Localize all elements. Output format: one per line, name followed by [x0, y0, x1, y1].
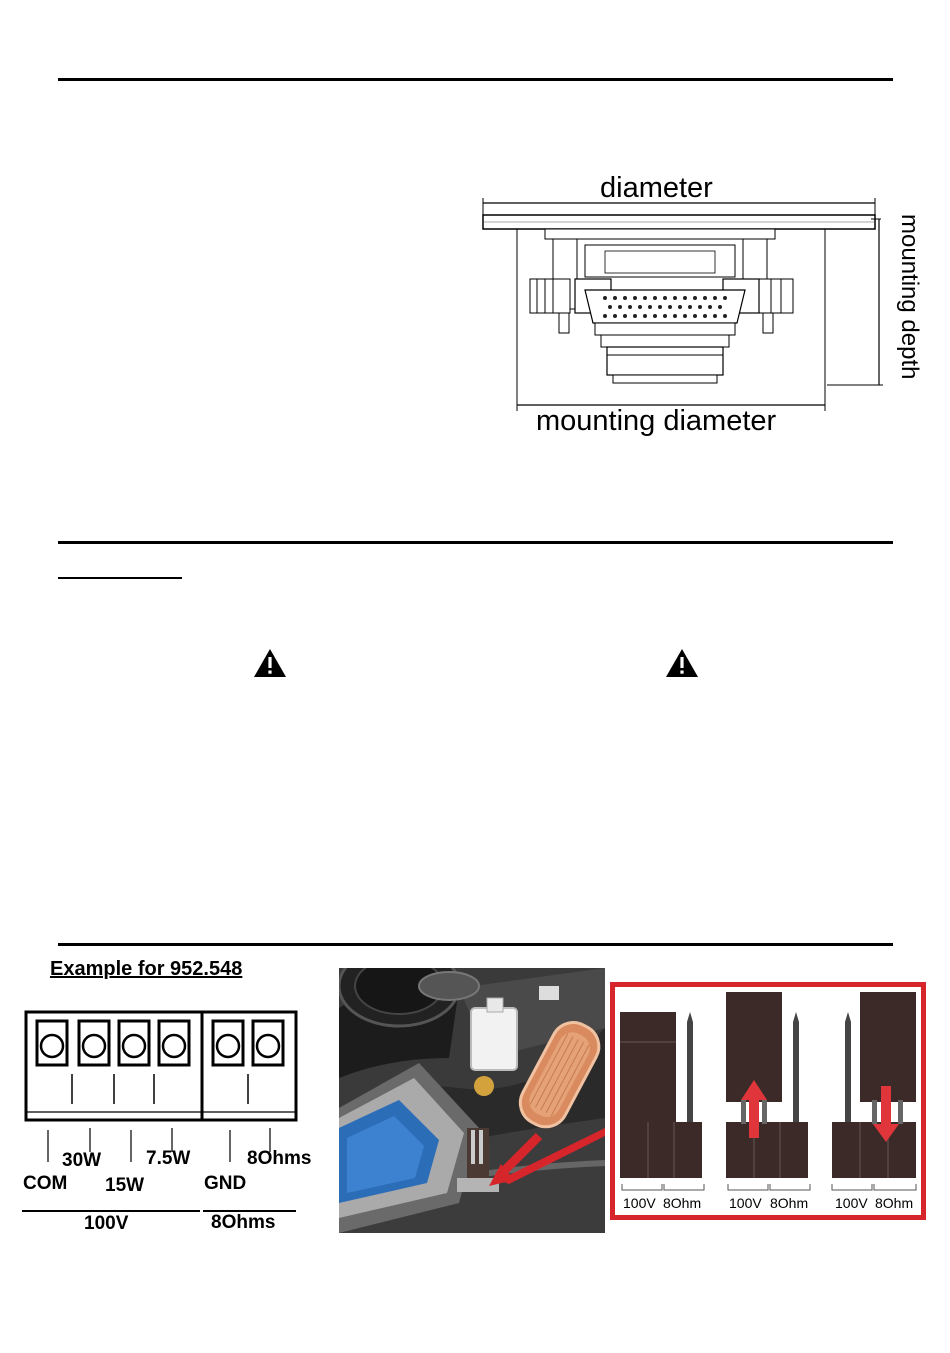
label-30w: 30W	[62, 1150, 102, 1171]
section-rule-bottom	[58, 943, 893, 946]
jumper-label-100v-3: 100V	[835, 1195, 868, 1211]
jumper-panel-1	[620, 1012, 702, 1178]
jumper-label-100v-1: 100V	[623, 1195, 656, 1211]
group-line-100v	[22, 1210, 200, 1212]
jumper-label-8ohm-2: 8Ohm	[770, 1195, 809, 1211]
jumper-panel-2	[726, 992, 808, 1178]
mounting-diameter-label: mounting diameter	[536, 405, 777, 437]
jumper-settings-figure	[610, 982, 926, 1220]
heading-underline	[58, 577, 182, 579]
label-com: COM	[23, 1173, 68, 1194]
label-group-100v: 100V	[84, 1213, 129, 1234]
terminal-block-diagram	[24, 1010, 300, 1165]
warning-triangle-icon	[665, 648, 699, 678]
jumper-label-8ohm-3: 8Ohm	[875, 1195, 914, 1211]
label-group-8ohms: 8Ohms	[211, 1212, 276, 1233]
label-8ohms-terminal: 8Ohms	[247, 1148, 312, 1169]
jumper-label-8ohm-1: 8Ohm	[663, 1195, 702, 1211]
label-7-5w: 7.5W	[146, 1148, 191, 1169]
warning-triangle-icon	[253, 648, 287, 678]
terminal-example-title: Example for 952.548	[50, 958, 243, 980]
label-gnd: GND	[204, 1173, 247, 1194]
section-rule-middle	[58, 541, 893, 544]
jumper-label-100v-2: 100V	[729, 1195, 762, 1211]
speaker-internals-photo	[339, 968, 605, 1233]
section-rule-top	[58, 78, 893, 81]
label-15w: 15W	[105, 1175, 145, 1196]
mounting-depth-label: mounting depth	[896, 214, 923, 380]
speaker-side-view-drawing	[475, 195, 895, 415]
diameter-label: diameter	[600, 172, 713, 204]
